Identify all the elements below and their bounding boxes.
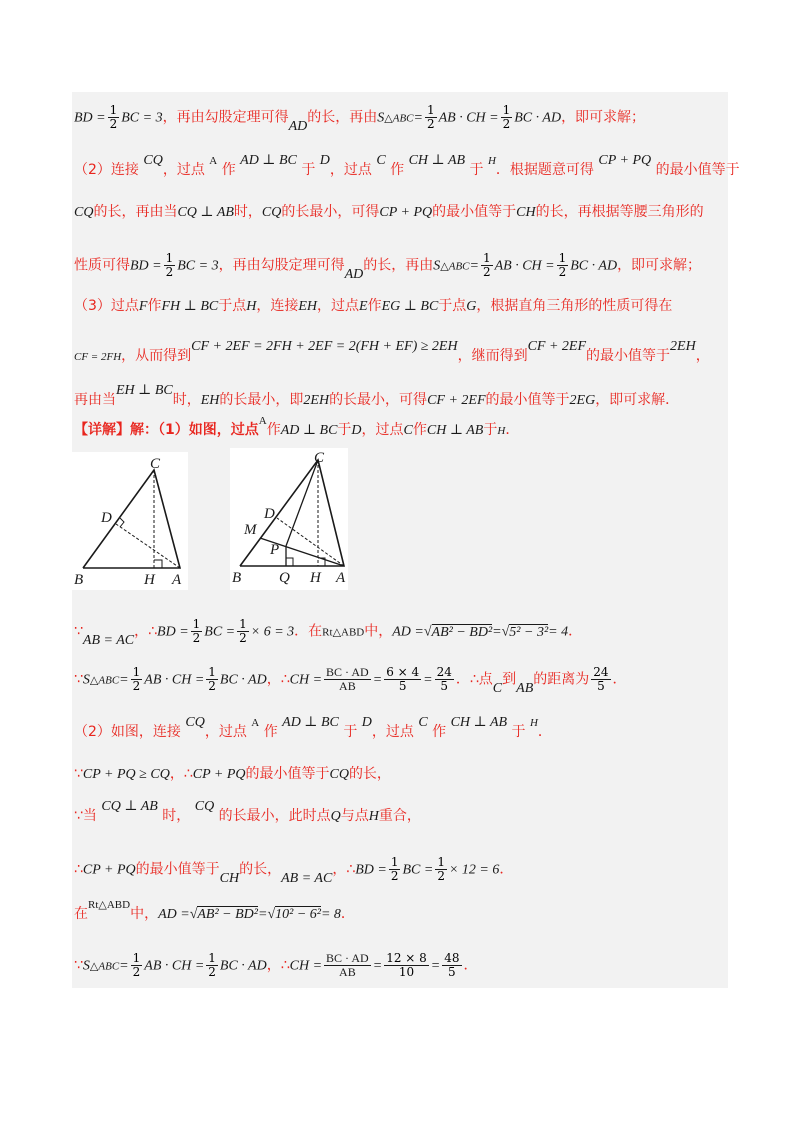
- line-9: [74, 617, 583, 648]
- line-5: [74, 296, 672, 317]
- fraction-half: $\frac{1}{2}$: [208, 665, 216, 693]
- math: CP + PQ: [598, 153, 652, 168]
- text: 于: [301, 162, 316, 178]
- fraction-half: $\frac{1}{2}$: [239, 617, 247, 645]
- text: ．根据题意可得: [495, 162, 594, 178]
- text: 于: [483, 422, 498, 438]
- math: EH ⊥ BC: [116, 383, 173, 398]
- text: ．: [463, 957, 478, 974]
- text: 的长，再由: [307, 109, 378, 126]
- text: ．: [612, 671, 627, 688]
- label-A: A: [172, 572, 182, 588]
- math: CQ: [261, 205, 282, 220]
- math: BC · AD: [514, 110, 562, 126]
- text: 中，: [130, 906, 159, 922]
- text: （2）连接: [74, 162, 139, 178]
- math: AD ⊥ BC: [240, 153, 297, 168]
- because-symbol: ∵: [74, 671, 83, 688]
- line-10: [74, 665, 627, 696]
- math: AB · CH =: [144, 672, 205, 688]
- fraction: $\frac{BC \cdot AD}{AB}$: [326, 665, 369, 693]
- text: ，过点: [317, 298, 359, 314]
- text: 作: [266, 422, 281, 438]
- text: 在: [74, 906, 88, 922]
- math: G: [466, 299, 477, 314]
- fraction: $\frac{6 \times 4}{5}$: [386, 665, 420, 693]
- text: 的长，再由当: [93, 204, 178, 220]
- label-A: A: [336, 570, 346, 586]
- text: 时，: [172, 392, 201, 408]
- text: 于: [469, 162, 484, 178]
- text: ，即可求解；: [617, 257, 702, 274]
- math: CH: [516, 205, 536, 220]
- text: ．在: [294, 623, 323, 640]
- text: ．: [340, 906, 355, 922]
- math: =: [119, 672, 129, 688]
- text: （2）如图，连接: [74, 724, 181, 740]
- math: BC · AD: [570, 258, 618, 274]
- math: A: [251, 717, 260, 729]
- fraction: $\frac{48}{5}$: [444, 951, 460, 979]
- text: 于点: [218, 298, 247, 314]
- math: CF = 2FH: [74, 351, 122, 363]
- text: ．∴点: [455, 671, 493, 688]
- text: 的最小值等于: [586, 348, 671, 364]
- math: FH ⊥ BC: [161, 299, 219, 314]
- math: S: [82, 958, 90, 974]
- fraction-half: $\frac{1}{2}$: [437, 855, 445, 883]
- fraction: $\frac{24}{5}$: [593, 665, 609, 693]
- text: 作: [390, 162, 405, 178]
- math: H: [487, 155, 496, 167]
- text: 的长，: [348, 766, 391, 782]
- math: A: [209, 155, 218, 167]
- math: BD =: [130, 258, 162, 274]
- fraction-half: $\frac{1}{2}$: [109, 103, 118, 131]
- math: CH =: [289, 958, 323, 974]
- math: CH ⊥ AB: [426, 423, 484, 438]
- math: D: [319, 153, 330, 168]
- math: 2EH: [303, 393, 330, 408]
- line-7: [74, 383, 680, 411]
- math: CQ: [329, 767, 349, 782]
- math: BD =: [157, 624, 189, 640]
- line-2: [74, 153, 740, 181]
- detail-heading: 【详解】解：（1）如图，过点: [74, 422, 259, 438]
- math: =: [119, 958, 129, 974]
- line-11: [74, 715, 552, 743]
- text: ，: [695, 348, 710, 364]
- because-symbol: ∵: [74, 957, 83, 974]
- text: 的长，再由: [363, 257, 434, 274]
- math: AD ⊥ BC: [282, 715, 339, 730]
- text: 于: [337, 422, 352, 438]
- math: CH: [219, 870, 240, 886]
- math: CQ ⊥ AB: [101, 799, 158, 814]
- math: CP + PQ: [379, 205, 433, 220]
- text: ，继而得到: [457, 348, 528, 364]
- text: 的长最小，可得: [329, 392, 428, 408]
- math: BC = 3: [177, 258, 219, 274]
- math: CQ: [194, 799, 215, 814]
- fraction-half: $\frac{1}{2}$: [132, 665, 141, 693]
- label-B: B: [74, 572, 84, 588]
- text: 的距离为: [533, 671, 590, 688]
- text: ，∴: [332, 861, 356, 878]
- label-C: C: [314, 450, 325, 466]
- label-C: C: [150, 456, 161, 472]
- line-3: [74, 202, 704, 223]
- line-12: [74, 764, 391, 785]
- text: 于点: [438, 298, 467, 314]
- text: ，再由勾股定理可得: [162, 109, 289, 126]
- sqrt: √AB² − BD²: [423, 624, 493, 640]
- line-15: [74, 899, 355, 925]
- therefore-symbol: ∴: [74, 861, 83, 878]
- text: 的最小值等于: [655, 162, 740, 178]
- math: × 12 = 6: [448, 862, 500, 878]
- math: A: [258, 415, 267, 427]
- math: EG ⊥ BC: [381, 299, 439, 314]
- text: ．: [537, 724, 552, 740]
- math: CH ⊥ AB: [450, 715, 508, 730]
- line-1: [74, 103, 646, 134]
- text: ，即可求解．: [595, 392, 680, 408]
- text: 的最小值等于: [245, 766, 330, 782]
- math: AB · CH =: [438, 110, 499, 126]
- text: 作: [367, 298, 382, 314]
- math: D: [351, 423, 362, 438]
- math: × 6 = 3: [250, 624, 295, 640]
- math: AD: [344, 266, 364, 282]
- math: D: [361, 715, 372, 730]
- text: 的最小值等于: [135, 861, 220, 878]
- text: 与点: [340, 808, 369, 824]
- math: AD: [288, 118, 308, 134]
- label-B: B: [232, 570, 242, 586]
- text: ．: [505, 422, 520, 438]
- math: BC · AD: [219, 958, 267, 974]
- math: = 4: [548, 624, 569, 640]
- text: ．: [499, 861, 514, 878]
- math: =: [469, 258, 479, 274]
- math: =: [430, 958, 441, 974]
- math: BC = 3: [121, 110, 163, 126]
- fraction-half: $\frac{1}{2}$: [165, 251, 174, 279]
- fraction-half: $\frac{1}{2}$: [390, 855, 399, 883]
- math: AB = AC: [82, 632, 135, 648]
- text: 时，: [233, 204, 262, 220]
- text: 于: [511, 724, 526, 740]
- math: C: [418, 715, 428, 730]
- math-subscript: △ABC: [440, 260, 470, 273]
- math: S: [377, 110, 385, 126]
- fraction-half: $\frac{1}{2}$: [502, 103, 511, 131]
- math: 2EG: [569, 393, 596, 408]
- math: H: [246, 299, 257, 314]
- text: ，∴: [266, 671, 290, 688]
- line-16: [74, 952, 478, 979]
- text: 于: [343, 724, 358, 740]
- text: 的长，再根据等腰三角形的: [535, 204, 704, 220]
- text: ，连接: [256, 298, 299, 314]
- text: ∵当: [74, 808, 97, 824]
- text: ，过点: [371, 724, 414, 740]
- math: C: [376, 153, 386, 168]
- math: = 8: [320, 907, 341, 922]
- math: CQ ⊥ AB: [177, 205, 234, 220]
- label-P: P: [270, 542, 280, 558]
- math: AD =: [158, 907, 190, 922]
- fraction-half: $\frac{1}{2}$: [208, 951, 216, 979]
- text: 的长最小，此时点: [218, 808, 331, 824]
- label-Q: Q: [279, 570, 290, 586]
- fraction: $\frac{24}{5}$: [436, 665, 452, 693]
- label-H: H: [310, 570, 321, 586]
- math: CP + PQ: [192, 767, 246, 782]
- math: F: [138, 299, 148, 314]
- math-subscript: △ABC: [89, 960, 120, 973]
- text: ，∴: [266, 957, 290, 974]
- fraction-half: $\frac{1}{2}$: [558, 251, 567, 279]
- text: ，再由勾股定理可得: [218, 257, 345, 274]
- math: BC · AD: [219, 672, 267, 688]
- math: =: [423, 672, 433, 688]
- math: Q: [330, 809, 341, 824]
- math: H: [529, 717, 538, 729]
- math: CF + 2EF: [427, 393, 486, 408]
- text: ，过点: [162, 162, 205, 178]
- math: AD ⊥ BC: [280, 423, 338, 438]
- math: C: [403, 423, 413, 438]
- math: CF + 2EF: [527, 339, 587, 354]
- figure-1-triangle: [72, 452, 188, 590]
- text: 到: [502, 671, 517, 688]
- label-M: M: [244, 522, 257, 538]
- text: 的长最小，可得: [281, 204, 380, 220]
- math: AB · CH =: [144, 958, 205, 974]
- fraction-half: $\frac{1}{2}$: [482, 251, 491, 279]
- math: BC =: [402, 862, 434, 878]
- text: （3）过点: [74, 298, 139, 314]
- text: ，即可求解；: [561, 109, 646, 126]
- math: Rt△ABD: [88, 899, 131, 911]
- math: CP + PQ ≥ CQ: [82, 767, 170, 782]
- text: 性质可得: [74, 257, 130, 274]
- line-8: [74, 415, 520, 441]
- math: E: [359, 299, 368, 314]
- text: ，∴: [134, 623, 158, 640]
- math: =: [372, 672, 383, 688]
- math: CH =: [289, 672, 323, 688]
- text: 时，: [162, 808, 191, 824]
- fraction-half: $\frac{1}{2}$: [426, 103, 435, 131]
- sqrt: √5² − 3²: [501, 624, 549, 640]
- math: CP + PQ: [82, 862, 136, 878]
- text: 的长最小，即: [219, 392, 304, 408]
- line-13: [74, 799, 421, 827]
- math: CH ⊥ AB: [408, 153, 466, 168]
- math: EH: [200, 393, 220, 408]
- text: ，过点: [329, 162, 372, 178]
- text: ，根据直角三角形的性质可得在: [476, 298, 673, 314]
- figure-2-triangle: [230, 448, 348, 590]
- math: BC =: [204, 624, 236, 640]
- text: 作: [147, 298, 162, 314]
- math: CF + 2EF = 2FH + 2EF = 2(FH + EF) ≥ 2EH: [191, 339, 458, 354]
- because-symbol: ∵: [74, 623, 83, 640]
- math: =: [372, 958, 383, 974]
- fraction: $\frac{12 \times 8}{10}$: [386, 951, 427, 979]
- math: CQ: [143, 153, 163, 168]
- math: EH: [298, 299, 317, 314]
- text: 再由当: [74, 392, 116, 408]
- math: =: [492, 624, 502, 640]
- math-subscript: △ABC: [384, 112, 414, 125]
- math: CQ: [74, 205, 94, 220]
- text: ，过点: [361, 422, 404, 438]
- text: ，过点: [204, 724, 247, 740]
- fraction-half: $\frac{1}{2}$: [192, 617, 201, 645]
- label-H: H: [144, 572, 155, 588]
- text: ，∴: [169, 766, 193, 782]
- text: 作: [412, 422, 427, 438]
- line-4: [74, 251, 702, 282]
- math: CQ: [185, 715, 205, 730]
- text: ，从而得到: [121, 348, 192, 364]
- text: 重合，: [378, 808, 421, 824]
- text: 作: [221, 162, 236, 178]
- math: 2EH: [670, 339, 696, 354]
- text: 中，: [364, 623, 393, 640]
- math: BD =: [74, 110, 106, 126]
- label-D: D: [101, 510, 112, 526]
- text: 作: [263, 724, 278, 740]
- because-symbol: ∵: [74, 766, 83, 782]
- math: AB · CH =: [494, 258, 555, 274]
- line-6: [74, 339, 710, 367]
- math: H: [368, 809, 379, 824]
- fraction-half: $\frac{1}{2}$: [132, 951, 141, 979]
- sqrt: √10² − 6²: [267, 907, 321, 922]
- math: BD =: [355, 862, 387, 878]
- math: AD =: [392, 624, 424, 640]
- math: C: [492, 680, 503, 696]
- math: S: [433, 258, 441, 274]
- text: 作: [432, 724, 447, 740]
- text: ．: [568, 623, 583, 640]
- text: 的最小值等于: [432, 204, 517, 220]
- math: =: [257, 907, 268, 922]
- sqrt: √AB² − BD²: [189, 907, 258, 922]
- text: 的长，: [239, 861, 282, 878]
- text: 的最小值等于: [485, 392, 570, 408]
- math: H: [497, 425, 506, 437]
- math: Rt△ABD: [322, 626, 365, 639]
- math-subscript: △ABC: [89, 674, 120, 687]
- math: S: [82, 672, 90, 688]
- line-14: [74, 855, 514, 886]
- math: AB: [516, 680, 534, 696]
- label-D: D: [264, 506, 275, 522]
- math: =: [413, 110, 423, 126]
- fraction: $\frac{BC \cdot AD}{AB}$: [326, 951, 369, 979]
- math: AB = AC: [281, 870, 333, 886]
